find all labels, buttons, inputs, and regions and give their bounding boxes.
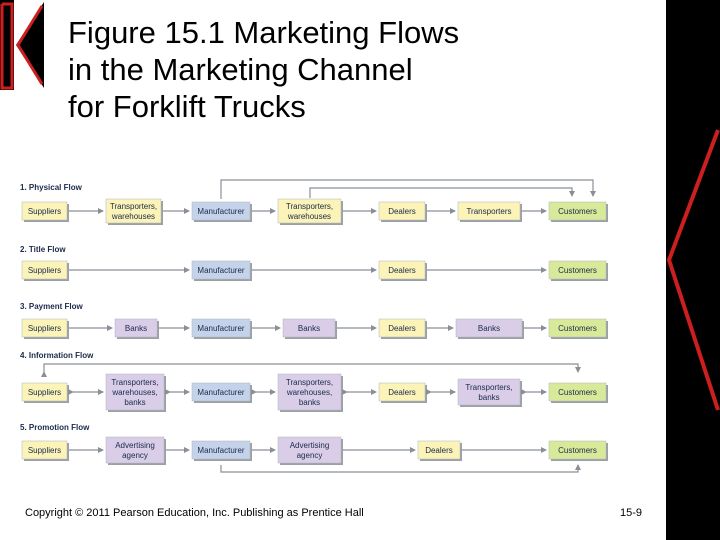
flow-box bbox=[418, 441, 462, 461]
flow-row-4 bbox=[20, 351, 608, 412]
flow-box-label: Advertising bbox=[115, 441, 155, 450]
flow-box-label: warehouses bbox=[287, 212, 332, 221]
flow-box-label: Customers bbox=[558, 324, 597, 333]
copyright-text: Copyright © 2011 Pearson Education, Inc. Publishing as Prentice Hall bbox=[25, 507, 364, 519]
flow-box bbox=[22, 319, 69, 339]
flow-box bbox=[192, 383, 252, 403]
flow-box bbox=[192, 319, 252, 339]
flow-box-label: warehouses bbox=[111, 212, 156, 221]
flow-box-label: Manufacturer bbox=[197, 207, 245, 216]
flow-box bbox=[278, 374, 343, 412]
flow-label: 5. Promotion Flow bbox=[20, 423, 90, 432]
flow-row-1 bbox=[20, 180, 608, 225]
flow-box bbox=[106, 374, 166, 412]
flow-box bbox=[549, 261, 608, 281]
flow-box bbox=[549, 441, 608, 461]
flow-box bbox=[22, 202, 69, 222]
flow-box-label: Suppliers bbox=[27, 388, 62, 397]
flow-box-label: Banks bbox=[297, 324, 321, 333]
flow-box-label: Dealers bbox=[388, 388, 416, 397]
flow-box bbox=[549, 319, 608, 339]
flow-box bbox=[22, 261, 69, 281]
title-line-2: in the Marketing Channel bbox=[68, 52, 413, 87]
flow-box-label: Manufacturer bbox=[197, 266, 245, 275]
flow-box-label: banks bbox=[478, 393, 500, 402]
flow-box bbox=[106, 199, 163, 225]
flow-box-label: Suppliers bbox=[27, 266, 62, 275]
flow-box bbox=[379, 261, 427, 281]
flow-row-5 bbox=[20, 423, 608, 472]
flow-box-label: Manufacturer bbox=[197, 388, 245, 397]
flow-box-label: Transporters bbox=[466, 207, 512, 216]
flow-box-label: agency bbox=[122, 451, 148, 460]
flow-box-label: Transporters, bbox=[109, 202, 158, 211]
flow-box-label: Advertising bbox=[289, 441, 330, 450]
flow-box-label: Dealers bbox=[388, 207, 416, 216]
flow-box-label: Customers bbox=[558, 266, 597, 275]
flow-box bbox=[549, 383, 608, 403]
flow-box bbox=[456, 319, 524, 339]
flow-box-label: Dealers bbox=[388, 324, 416, 333]
flow-box-label: Suppliers bbox=[27, 324, 62, 333]
flow-box-label: warehouses, bbox=[286, 388, 333, 397]
bypass-arrow bbox=[44, 364, 578, 372]
flow-label: 3. Payment Flow bbox=[20, 302, 83, 311]
flow-box-label: agency bbox=[296, 451, 323, 460]
page-number: 15-9 bbox=[620, 507, 643, 519]
flow-box-label: Banks bbox=[477, 324, 501, 333]
flow-box bbox=[192, 441, 252, 461]
flow-box bbox=[22, 383, 69, 403]
flow-box bbox=[278, 199, 343, 225]
flow-box-label: Suppliers bbox=[27, 446, 62, 455]
flow-box bbox=[379, 319, 427, 339]
flow-box bbox=[283, 319, 337, 339]
flow-label: 2. Title Flow bbox=[20, 245, 66, 254]
flow-box bbox=[192, 261, 252, 281]
flow-box-label: Transporters, bbox=[465, 383, 513, 392]
flow-box-label: Banks bbox=[124, 324, 148, 333]
flow-box bbox=[458, 379, 522, 407]
flow-box bbox=[22, 441, 69, 461]
flow-box-label: Manufacturer bbox=[197, 324, 245, 333]
flow-box bbox=[115, 319, 159, 339]
flow-box-label: Transporters, bbox=[285, 202, 334, 211]
flow-label: 4. Information Flow bbox=[20, 351, 94, 360]
flow-box bbox=[458, 202, 522, 222]
flow-box bbox=[278, 437, 343, 465]
bypass-arrow bbox=[310, 188, 572, 198]
flow-box-label: Transporters, bbox=[111, 378, 159, 387]
bypass-arrow bbox=[221, 465, 578, 472]
flow-box bbox=[106, 437, 166, 465]
flow-label: 1. Physical Flow bbox=[20, 183, 82, 192]
flow-box-label: Suppliers bbox=[27, 207, 62, 216]
flow-row-3 bbox=[20, 302, 608, 339]
flow-box bbox=[379, 383, 427, 403]
title-line-3: for Forklift Trucks bbox=[68, 89, 306, 124]
bypass-arrow bbox=[221, 180, 593, 199]
title-line-1: Figure 15.1 Marketing Flows bbox=[68, 15, 460, 50]
flow-box-label: Manufacturer bbox=[197, 446, 245, 455]
flow-box-label: Customers bbox=[558, 388, 597, 397]
flow-box-label: Dealers bbox=[388, 266, 416, 275]
flow-box bbox=[379, 202, 427, 222]
flow-box-label: Customers bbox=[558, 207, 597, 216]
flow-box-label: banks bbox=[124, 398, 146, 407]
flow-box-label: banks bbox=[298, 398, 321, 407]
flow-box-label: Transporters, bbox=[285, 378, 334, 387]
flow-box bbox=[549, 202, 608, 222]
flow-box-label: warehouses, bbox=[112, 388, 158, 397]
right-chevron-icon bbox=[666, 120, 720, 420]
flow-box-label: Dealers bbox=[425, 446, 453, 455]
flow-row-2 bbox=[20, 245, 608, 281]
flow-box-label: Customers bbox=[558, 446, 597, 455]
flow-box bbox=[192, 202, 252, 222]
